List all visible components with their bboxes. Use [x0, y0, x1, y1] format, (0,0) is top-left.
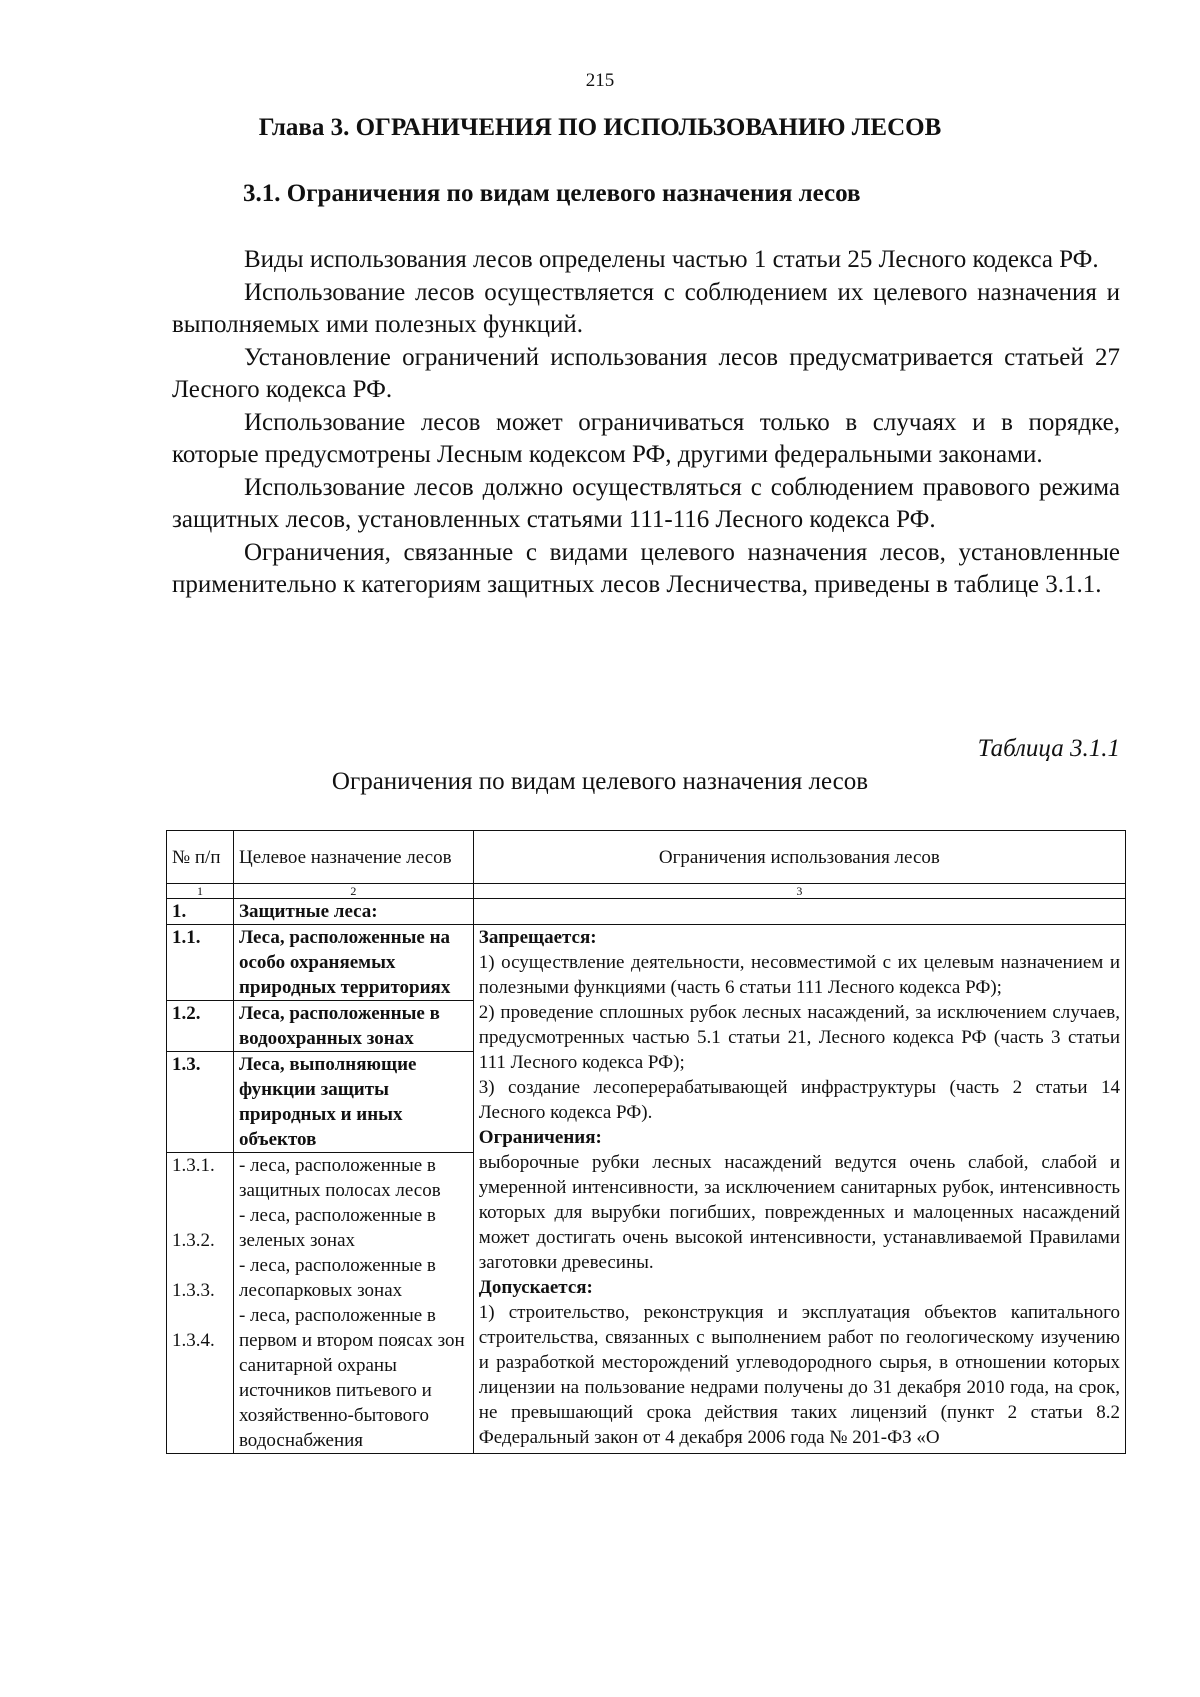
table-row — [167, 925, 1126, 1001]
subitem-numbers — [167, 1153, 234, 1454]
column-number: 1 — [167, 884, 234, 899]
paragraph: Ограничения, связанные с видами целевого назначения лесов, установленные применительно к категориям защитных лесов Лесничества, приведены в таблице 3.1.1. — [172, 538, 1120, 598]
row-number: 1.3. — [167, 1052, 234, 1153]
subitem-purpose: - леса, расположенные в первом и втором поясах зон санитарной охраны источников питьевого и хозяйственно-бытового водоснабжения — [238, 1305, 465, 1451]
subitem-number: 1.3.2. — [172, 1230, 215, 1251]
row-purpose: Леса, выполняющие функции защиты природных и иных объектов — [233, 1052, 473, 1153]
header-number: № п/п — [167, 831, 234, 884]
header-restrictions: Ограничения использования лесов — [473, 831, 1125, 884]
prohibited-item: 3) создание лесоперерабатывающей инфраструктуры (часть 2 статьи 14 Лесного кодекса РФ). — [478, 1077, 1120, 1123]
row-purpose: Леса, расположенные в водоохранных зонах — [233, 1001, 473, 1052]
subitem-purpose: - леса, расположенные в лесопарковых зонах — [238, 1255, 436, 1301]
column-number-row — [167, 884, 1126, 899]
body-text — [172, 244, 1120, 602]
section-title: 3.1. Ограничения по видам целевого назначения лесов — [243, 180, 861, 207]
table-label: Таблица 3.1.1 — [977, 735, 1120, 762]
limits-text: выборочные рубки лесных насаждений ведутся очень слабой, слабой и умеренной интенсивности, за исключением санитарных рубок, интенсивность которых для вырубки погибших, поврежденных и малоценных насаждений может достигать очень высокой интенсивности, устанавливаемой Правилами заготовки древесины. — [478, 1152, 1120, 1273]
subitem-number: 1.3.3. — [172, 1280, 215, 1301]
column-number: 2 — [233, 884, 473, 899]
limits-label: Ограничения: — [478, 1127, 602, 1148]
table-row — [167, 899, 1126, 925]
restrictions-cell — [473, 925, 1125, 1454]
subitem-purpose: - леса, расположенные в зеленых зонах — [238, 1205, 436, 1251]
chapter-title: Глава 3. ОГРАНИЧЕНИЯ ПО ИСПОЛЬЗОВАНИЮ ЛЕСОВ — [258, 114, 942, 141]
paragraph: Использование лесов должно осуществляться с соблюдением правового режима защитных лесов, установленных статьями 111-116 Лесного кодекса РФ. — [172, 473, 1120, 533]
table-header-row — [167, 831, 1126, 884]
subitem-number: 1.3.1. — [172, 1155, 215, 1176]
prohibited-label: Запрещается: — [478, 927, 597, 948]
paragraph: Использование лесов может ограничиваться только в случаях и в порядке, которые предусмотрены Лесным кодексом РФ, другими федеральными законами. — [172, 408, 1120, 468]
table-title: Ограничения по видам целевого назначения лесов — [331, 768, 869, 795]
subitem-purposes — [233, 1153, 473, 1454]
row-empty-cell — [473, 899, 1125, 925]
paragraph: Установление ограничений использования лесов предусматривается статьей 27 Лесного кодекса РФ. — [172, 343, 1120, 403]
row-number: 1.2. — [167, 1001, 234, 1052]
column-number: 3 — [473, 884, 1125, 899]
prohibited-item: 2) проведение сплошных рубок лесных насаждений, за исключением случаев, предусмотренных частью 5.1 статьи 21, Лесного кодекса РФ (часть 3 статьи 111 Лесного кодекса РФ); — [478, 1002, 1120, 1073]
header-purpose: Целевое назначение лесов — [233, 831, 473, 884]
paragraph: Использование лесов осуществляется с соблюдением их целевого назначения и выполняемых ими полезных функций. — [172, 278, 1120, 338]
row-number: 1. — [167, 899, 234, 925]
allowed-text: 1) строительство, реконструкция и эксплуатация объектов капитального строительства, связанных с выполнением работ по геологическому изучению и разработкой месторождений углеводородного сырья, в отношении которых лицензии на пользование недрами получены до 31 декабря 2010 года, на срок, не превышающий срока действия таких лицензий (пункт 2 статьи 8.2 Федеральный закон от 4 декабря 2006 года № 201-ФЗ «О — [478, 1302, 1120, 1448]
row-purpose: Защитные леса: — [233, 899, 473, 925]
page-number: 215 — [585, 70, 615, 91]
row-number: 1.1. — [167, 925, 234, 1001]
paragraph: Виды использования лесов определены частью 1 статьи 25 Лесного кодекса РФ. — [244, 246, 1099, 273]
row-purpose: Леса, расположенные на особо охраняемых природных территориях — [233, 925, 473, 1001]
allowed-label: Допускается: — [478, 1277, 593, 1298]
prohibited-item: 1) осуществление деятельности, несовместимой с их целевым назначением и полезными функциями (часть 6 статьи 111 Лесного кодекса РФ); — [478, 952, 1120, 998]
subitem-purpose: - леса, расположенные в защитных полосах лесов — [238, 1155, 441, 1201]
restrictions-table — [166, 830, 1126, 1454]
subitem-number: 1.3.4. — [172, 1330, 215, 1351]
